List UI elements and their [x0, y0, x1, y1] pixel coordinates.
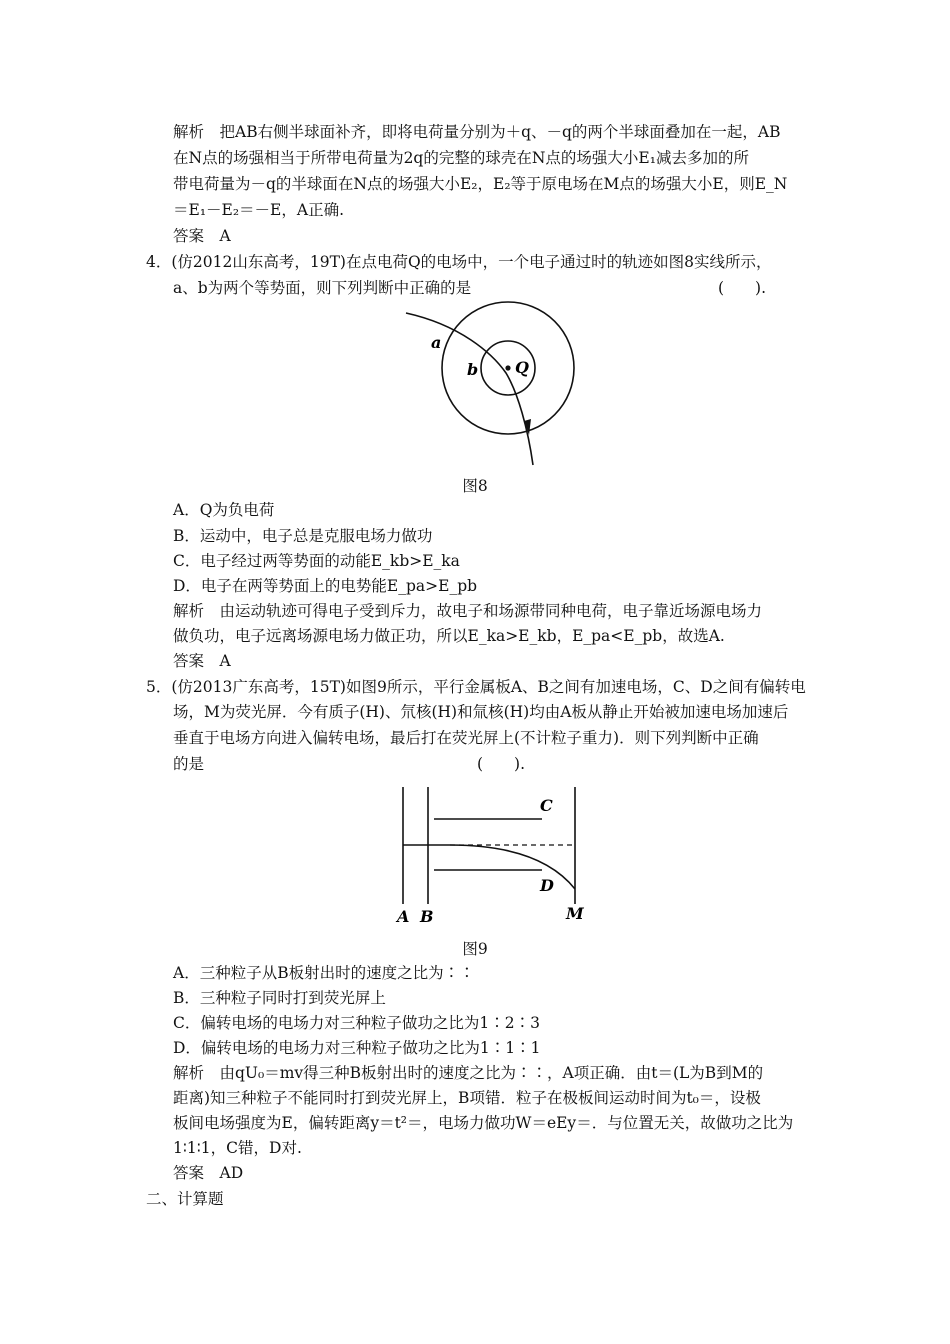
q5-solution-line-4: 1∶1∶1，C错，D对. — [173, 1139, 302, 1157]
q5-solution-line-3: 板间电场强度为E，偏转距离y＝t²＝，电场力做功W＝eEy＝．与位置无关，故做功之比为 — [173, 1114, 794, 1132]
q4-solution-line-1: 解析 由运动轨迹可得电子受到斥力，故电子和场源带同种电荷，电子靠近场源电场力 — [173, 602, 763, 620]
q3-solution-line-2: 在N点的场强相当于所带电荷量为2q的完整的球壳在N点的场强大小E₁减去多加的所 — [173, 149, 749, 167]
q5-solution-line-2: 距离)知三种粒子不能同时打到荧光屏上，B项错．粒子在极板间运动时间为t₀＝，设极 — [173, 1089, 761, 1107]
q5-option-b: B．三种粒子同时打到荧光屏上 — [173, 989, 386, 1007]
q5-stem-line-1: 5．(仿2013广东高考，15T)如图9所示，平行金属板A、B之间有加速电场，C、D之间有偏转电 — [146, 678, 806, 696]
q3-solution-line-3: 带电荷量为－q的半球面在N点的场强大小E₂，E₂等于原电场在M点的场强大小E，则E_N — [173, 175, 788, 193]
q5-option-c: C．偏转电场的电场力对三种粒子做功之比为1∶2∶3 — [173, 1014, 540, 1032]
q4-solution-line-2: 做负功，电子远离场源电场力做正功，所以E_ka>E_kb，E_pa<E_pb，故选A. — [173, 627, 725, 645]
q5-option-d: D．偏转电场的电场力对三种粒子做功之比为1∶1∶1 — [173, 1039, 541, 1057]
figure-8-caption: 图8 — [462, 477, 488, 495]
q4-answer: 答案 A — [173, 652, 231, 670]
q4-stem-line-1: 4．(仿2012山东高考，19T)在点电荷Q的电场中，一个电子通过时的轨迹如图8实线所示， — [146, 253, 772, 271]
q5-solution-line-1: 解析 由qU₀＝mv得三种B板射出时的速度之比为∶∶，A项正确．由t＝(L为B到M的 — [173, 1064, 764, 1082]
label-D: D — [540, 876, 554, 895]
q3-solution-line-1: 解析 把AB右侧半球面补齐，即将电荷量分别为＋q、－q的两个半球面叠加在一起，AB — [173, 123, 781, 141]
q4-option-b: B．运动中，电子总是克服电场力做功 — [173, 527, 433, 545]
electron-trajectory — [406, 313, 533, 465]
q5-stem-line-4: 的是 — [173, 755, 205, 773]
figure-8-diagram — [400, 305, 590, 465]
label-A: A — [397, 907, 410, 926]
point-charge-dot — [505, 365, 510, 370]
q4-answer-bracket: ( ). — [718, 279, 767, 297]
figure-9-diagram — [390, 782, 620, 927]
label-B: B — [420, 907, 434, 926]
section-heading-calculation: 二、计算题 — [146, 1190, 224, 1208]
q5-stem-line-3: 垂直于电场方向进入偏转电场，最后打在荧光屏上(不计粒子重力)．则下列判断中正确 — [173, 729, 759, 747]
q4-option-a: A．Q为负电荷 — [173, 501, 275, 519]
q5-answer-bracket: ( ). — [477, 755, 526, 773]
figure-9-caption: 图9 — [462, 940, 488, 958]
q5-stem-line-2: 场，M为荧光屏．今有质子(H)、氘核(H)和氚核(H)均由A板从静止开始被加速电场加速后 — [173, 703, 789, 721]
q3-solution-line-4: ＝E₁－E₂＝－E，A正确. — [173, 201, 344, 219]
q4-option-d: D．电子在两等势面上的电势能E_pa>E_pb — [173, 577, 478, 595]
label-b: b — [467, 360, 479, 379]
label-M: M — [566, 904, 584, 923]
deflected-trajectory — [450, 845, 575, 889]
q4-stem-line-2: a、b为两个等势面，则下列判断中正确的是 — [173, 279, 472, 297]
label-a: a — [431, 333, 442, 352]
q3-answer: 答案 A — [173, 227, 231, 245]
label-Q: Q — [515, 358, 529, 377]
q4-option-c: C．电子经过两等势面的动能E_kb>E_ka — [173, 552, 460, 570]
q5-answer: 答案 AD — [173, 1164, 244, 1182]
q5-option-a: A．三种粒子从B板射出时的速度之比为∶∶ — [173, 964, 475, 982]
label-C: C — [540, 796, 553, 815]
